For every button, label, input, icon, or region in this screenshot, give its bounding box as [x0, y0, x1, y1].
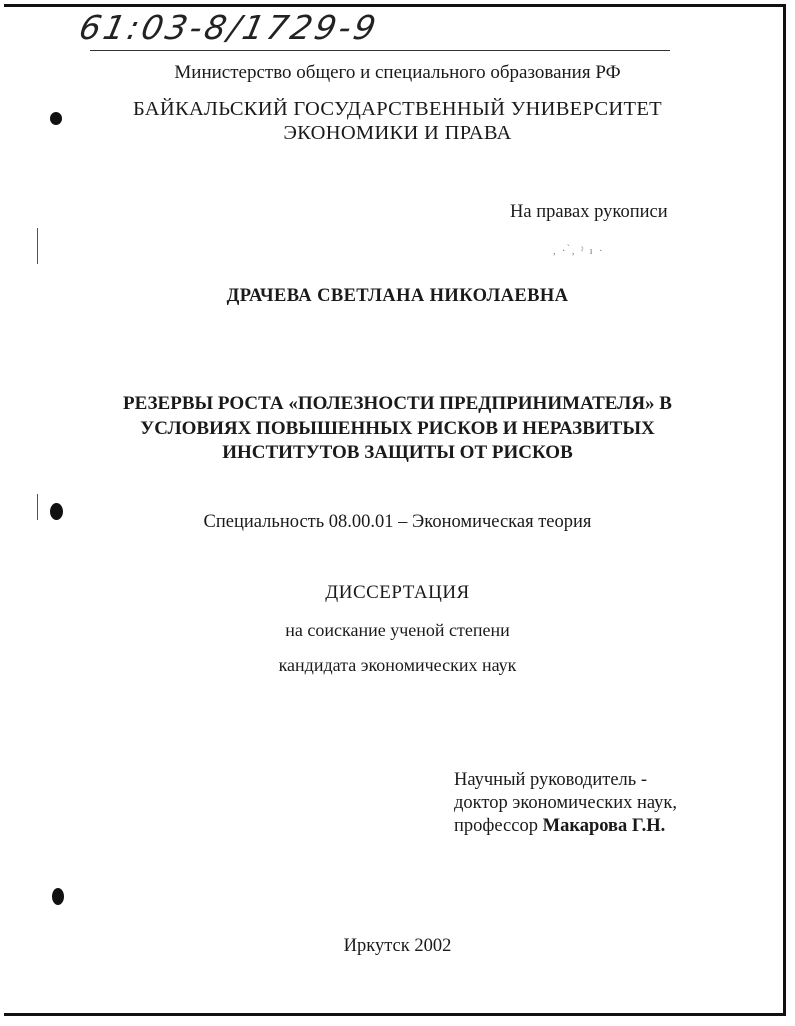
advisor-role: Научный руководитель - — [454, 770, 647, 790]
thesis-title-line3: ИНСТИТУТОВ ЗАЩИТЫ ОТ РИСКОВ — [222, 442, 573, 463]
faint-scribble: , · ̀, ˀ ı · — [553, 246, 605, 257]
author-name: ДРАЧЕВА СВЕТЛАНА НИКОЛАЕВНА — [226, 286, 569, 306]
scan-border-bottom — [4, 1013, 786, 1016]
university-name-line1: БАЙКАЛЬСКИЙ ГОСУДАРСТВЕННЫЙ УНИВЕРСИТЕТ — [132, 98, 663, 120]
thesis-title-line1: РЕЗЕРВЫ РОСТА «ПОЛЕЗНОСТИ ПРЕДПРИНИМАТЕЛЯ» В — [123, 393, 672, 414]
university-name-line2: ЭКОНОМИКИ И ПРАВА — [283, 122, 512, 144]
scan-border-right — [783, 4, 786, 1016]
city-year: Иркутск 2002 — [343, 936, 452, 956]
punch-hole — [52, 888, 64, 905]
degree-line2: кандидата экономических наук — [278, 655, 517, 675]
degree-line1: на соискание ученой степени — [285, 620, 510, 640]
advisor-title-name — [454, 816, 665, 837]
advisor-title: профессор — [454, 816, 538, 836]
ministry-name: Министерство общего и специального образования РФ — [174, 62, 621, 83]
specialty: Специальность 08.00.01 – Экономическая теория — [203, 512, 592, 532]
margin-mark — [37, 228, 38, 264]
archive-number-handwritten: 61:03-8/1729-9 — [75, 8, 383, 47]
thesis-title-line2: УСЛОВИЯХ ПОВЫШЕННЫХ РИСКОВ И НЕРАЗВИТЫХ — [140, 418, 655, 439]
advisor-degree: доктор экономических наук, — [454, 793, 678, 813]
archive-number-underline — [90, 50, 670, 51]
manuscript-rights-note: На правах рукописи — [510, 202, 668, 222]
advisor-name: Макарова Г.Н. — [542, 816, 666, 836]
document-type: ДИССЕРТАЦИЯ — [325, 582, 470, 603]
scan-border-top — [4, 4, 786, 7]
